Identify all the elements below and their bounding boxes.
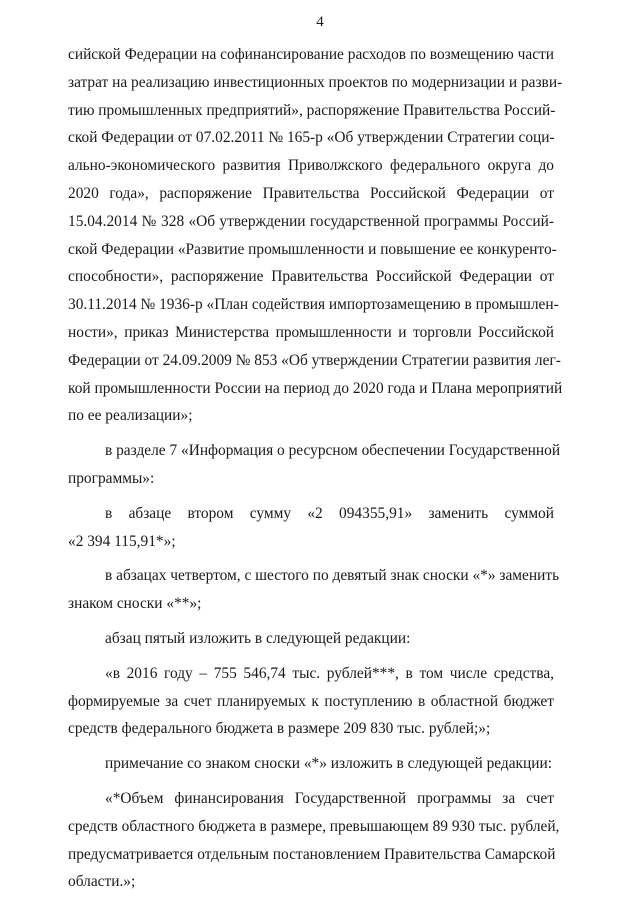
text-line: знаком сноски «**»; <box>68 595 202 613</box>
text-line: «2 394 115,91*»; <box>68 532 176 550</box>
paragraph-gap <box>68 555 554 562</box>
paragraph-gap <box>68 618 554 625</box>
text-line: Федерации от 24.09.2009 № 853 «Об утверждении Стратегии развития лег- <box>68 351 561 369</box>
paragraph <box>68 437 561 493</box>
text-line: 15.04.2014 № 328 «Об утверждении государственной программы Россий- <box>68 212 554 230</box>
paragraph <box>68 785 560 896</box>
text-line: ности», приказ Министерства промышленности и торговли Российской <box>68 323 554 341</box>
text-line: в разделе 7 «Информация о ресурсном обеспечении Государственной <box>105 442 561 460</box>
text-line: в абзацах четвертом, с шестого по девятый знак сноски «*» заменить <box>105 567 560 585</box>
paragraph <box>68 625 554 653</box>
text-line: ально-экономического развития Приволжского федерального округа до <box>68 157 554 175</box>
document-body <box>68 41 563 896</box>
page-number: 4 <box>316 14 324 30</box>
paragraph-gap <box>68 493 554 500</box>
text-line: примечание со знаком сноски «*» изложить в следующей редакции: <box>105 755 553 773</box>
paragraph-gap <box>68 778 554 785</box>
text-line: формируемые за счет планируемых к поступлению в областной бюджет <box>68 692 554 710</box>
text-line: абзац пятый изложить в следующей редакции: <box>105 629 411 647</box>
text-line: средств областного бюджета в размере, превышающем 89 930 тыс. рублей, <box>68 817 560 835</box>
text-line: «в 2016 году – 755 546,74 тыс. рублей***, в том числе средства, <box>105 664 554 682</box>
text-line: области.»; <box>68 873 136 891</box>
text-line: тию промышленных предприятий», распоряжение Правительства Россий- <box>68 101 556 119</box>
text-line: в абзаце втором сумму «2 094355,91» заменить суммой <box>105 504 554 522</box>
paragraph-gap <box>68 743 554 750</box>
text-line: предусматривается отдельным постановлением Правительства Самарской <box>68 845 556 863</box>
text-line: сийской Федерации на софинансирование расходов по возмещению части <box>68 46 554 63</box>
paragraph <box>68 750 554 778</box>
paragraph <box>68 660 554 743</box>
paragraph-gap <box>68 653 554 660</box>
text-line: 2020 года», распоряжение Правительства Российской Федерации от <box>68 184 554 202</box>
paragraph-gap <box>68 430 554 437</box>
text-line: программы»: <box>68 469 155 487</box>
text-line: кой промышленности России на период до 2020 года и Плана мероприятий <box>68 379 563 397</box>
text-line: ской Федерации «Развитие промышленности и повышение ее конкуренто- <box>68 240 557 258</box>
text-line: ской Федерации от 07.02.2011 № 165-р «Об утверждении Стратегии соци- <box>68 129 555 147</box>
text-line: «*Объем финансирования Государственной программы за счет <box>105 789 554 807</box>
text-line: 30.11.2014 № 1936-р «План содействия импортозамещению в промышлен- <box>68 296 559 314</box>
paragraph <box>68 41 563 430</box>
text-line: затрат на реализацию инвестиционных проектов по модернизации и разви- <box>68 73 563 91</box>
paragraph <box>68 500 554 556</box>
text-line: средств федерального бюджета в размере 209 830 тыс. рублей;»; <box>68 720 491 738</box>
text-line: способности», распоряжение Правительства Российской Федерации от <box>68 268 554 286</box>
text-line: по ее реализации»; <box>68 407 193 425</box>
paragraph <box>68 562 560 618</box>
